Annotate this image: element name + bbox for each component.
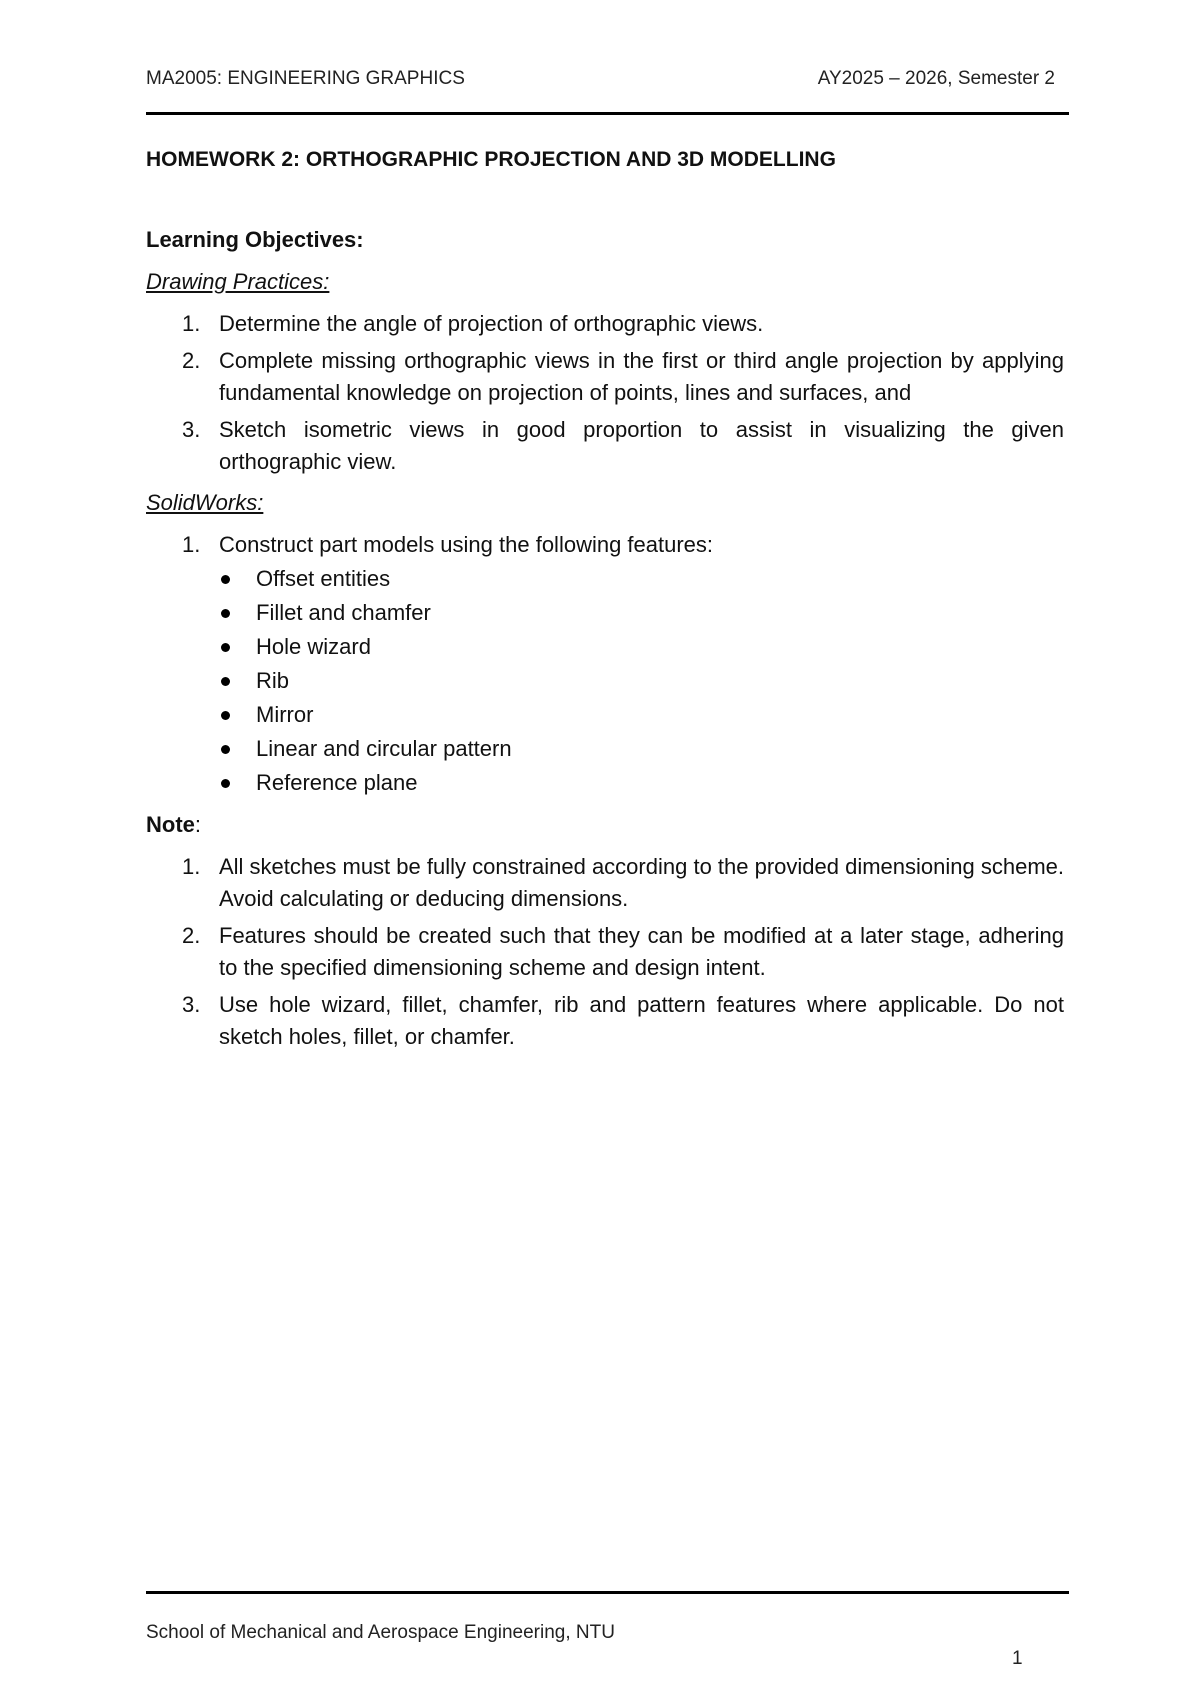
bullet-icon bbox=[221, 711, 230, 720]
note-label: Note bbox=[146, 812, 195, 837]
feature-bullet-list bbox=[219, 563, 1064, 801]
note-list bbox=[146, 851, 1064, 1053]
list-number: 2. bbox=[182, 348, 201, 373]
bullet-text: Linear and circular pattern bbox=[256, 736, 512, 761]
learning-objectives-heading: Learning Objectives: bbox=[146, 227, 364, 252]
solidworks-subheading: SolidWorks: bbox=[146, 490, 264, 515]
list-number: 2. bbox=[182, 923, 201, 948]
list-number: 3. bbox=[182, 417, 201, 442]
bullet-item bbox=[219, 631, 1064, 665]
bullet-icon bbox=[221, 643, 230, 652]
list-item bbox=[146, 920, 1064, 984]
bullet-icon bbox=[221, 677, 230, 686]
bullet-item bbox=[219, 665, 1064, 699]
bullet-item bbox=[219, 597, 1064, 631]
list-text: Sketch isometric views in good proportion to assist in visualizing the given orthographic view. bbox=[219, 417, 1064, 474]
document-body bbox=[146, 224, 1064, 1058]
document-title: HOMEWORK 2: ORTHOGRAPHIC PROJECTION AND 3D MODELLING bbox=[146, 148, 836, 171]
bullet-text: Reference plane bbox=[256, 770, 418, 795]
list-number: 1. bbox=[182, 854, 201, 879]
list-item bbox=[146, 529, 1064, 801]
solidworks-list bbox=[146, 529, 1064, 801]
list-number: 1. bbox=[182, 311, 201, 336]
list-number: 1. bbox=[182, 532, 201, 557]
list-item bbox=[146, 851, 1064, 915]
footer-divider bbox=[146, 1591, 1069, 1594]
bullet-text: Rib bbox=[256, 668, 290, 693]
drawing-practices-list bbox=[146, 308, 1064, 478]
list-text: Features should be created such that they can be modified at a later stage, adhering to the specified dimensioning scheme and design intent. bbox=[219, 923, 1064, 980]
course-code: MA2005: ENGINEERING GRAPHICS bbox=[146, 68, 465, 89]
list-text: All sketches must be fully constrained according to the provided dimensioning scheme. Avoid calculating or deducing dimensions. bbox=[219, 854, 1065, 911]
list-item bbox=[146, 414, 1064, 478]
page-number: 1 bbox=[1012, 1648, 1023, 1669]
list-text: Determine the angle of projection of orthographic views. bbox=[219, 311, 764, 336]
list-item bbox=[146, 345, 1064, 409]
list-number: 3. bbox=[182, 992, 201, 1017]
list-text: Use hole wizard, fillet, chamfer, rib and pattern features where applicable. Do not sketch holes, fillet, or chamfer. bbox=[219, 992, 1064, 1049]
list-item bbox=[146, 989, 1064, 1053]
list-text: Construct part models using the following features: bbox=[219, 532, 714, 557]
bullet-icon bbox=[221, 575, 230, 584]
bullet-icon bbox=[221, 779, 230, 788]
drawing-practices-subheading: Drawing Practices: bbox=[146, 269, 330, 294]
footer-school: School of Mechanical and Aerospace Engineering, NTU bbox=[146, 1622, 615, 1643]
bullet-text: Offset entities bbox=[256, 566, 391, 591]
bullet-icon bbox=[221, 609, 230, 618]
academic-term: AY2025 – 2026, Semester 2 bbox=[817, 68, 1055, 89]
bullet-item bbox=[219, 733, 1064, 767]
bullet-item bbox=[219, 699, 1064, 733]
list-item bbox=[146, 308, 1064, 340]
bullet-item bbox=[219, 767, 1064, 801]
note-colon: : bbox=[194, 812, 202, 837]
list-text: Complete missing orthographic views in the first or third angle projection by applying fundamental knowledge on projection of points, lines and surfaces, and bbox=[219, 348, 1064, 405]
bullet-text: Fillet and chamfer bbox=[256, 600, 431, 625]
bullet-text: Mirror bbox=[256, 702, 314, 727]
note-heading bbox=[146, 809, 1064, 841]
header-divider bbox=[146, 112, 1069, 115]
bullet-item bbox=[219, 563, 1064, 597]
page-header bbox=[146, 68, 1055, 94]
bullet-icon bbox=[221, 745, 230, 754]
bullet-text: Hole wizard bbox=[256, 634, 371, 659]
